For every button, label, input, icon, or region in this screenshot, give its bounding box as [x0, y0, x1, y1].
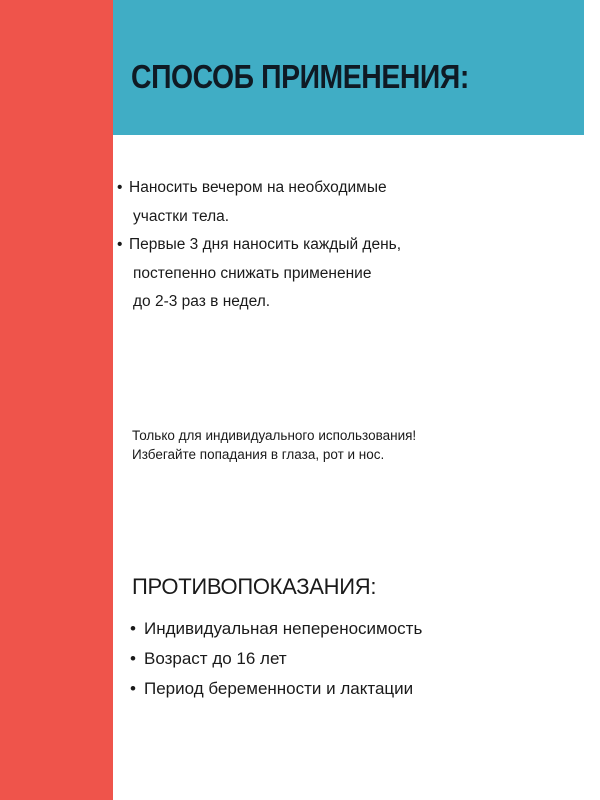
warning-line: Только для индивидуального использования! [132, 428, 417, 443]
contraindication-text: Возраст до 16 лет [144, 649, 287, 668]
usage-item-line: участки тела. [133, 207, 230, 225]
red-side-strip [0, 0, 113, 800]
contraindication-text: Период беременности и лактации [144, 679, 414, 698]
usage-item [117, 174, 557, 231]
warning-note [132, 426, 572, 464]
contraindications-list [130, 614, 570, 704]
usage-item-line: Наносить вечером на необходимые [129, 179, 387, 196]
contraindication-item [130, 614, 570, 644]
usage-item-line: Первые 3 дня наносить каждый день, [129, 236, 402, 253]
usage-item-line: постепенно снижать применение [133, 264, 372, 282]
usage-title: СПОСОБ ПРИМЕНЕНИЯ: [131, 58, 469, 95]
usage-item-line: до 2-3 раз в недел. [133, 293, 271, 310]
usage-item [117, 231, 557, 317]
bullet-icon: • [130, 649, 136, 668]
bullet-icon: • [130, 619, 136, 638]
usage-list [117, 174, 557, 317]
contraindications-title: ПРОТИВОПОКАЗАНИЯ: [132, 574, 377, 599]
contraindication-item [130, 674, 570, 704]
bullet-icon: • [117, 179, 123, 196]
bullet-icon: • [117, 236, 123, 253]
bullet-icon: • [130, 679, 136, 698]
warning-line: Избегайте попадания в глаза, рот и нос. [132, 447, 385, 462]
contraindication-item [130, 644, 570, 674]
contraindication-text: Индивидуальная непереносимость [144, 619, 423, 638]
